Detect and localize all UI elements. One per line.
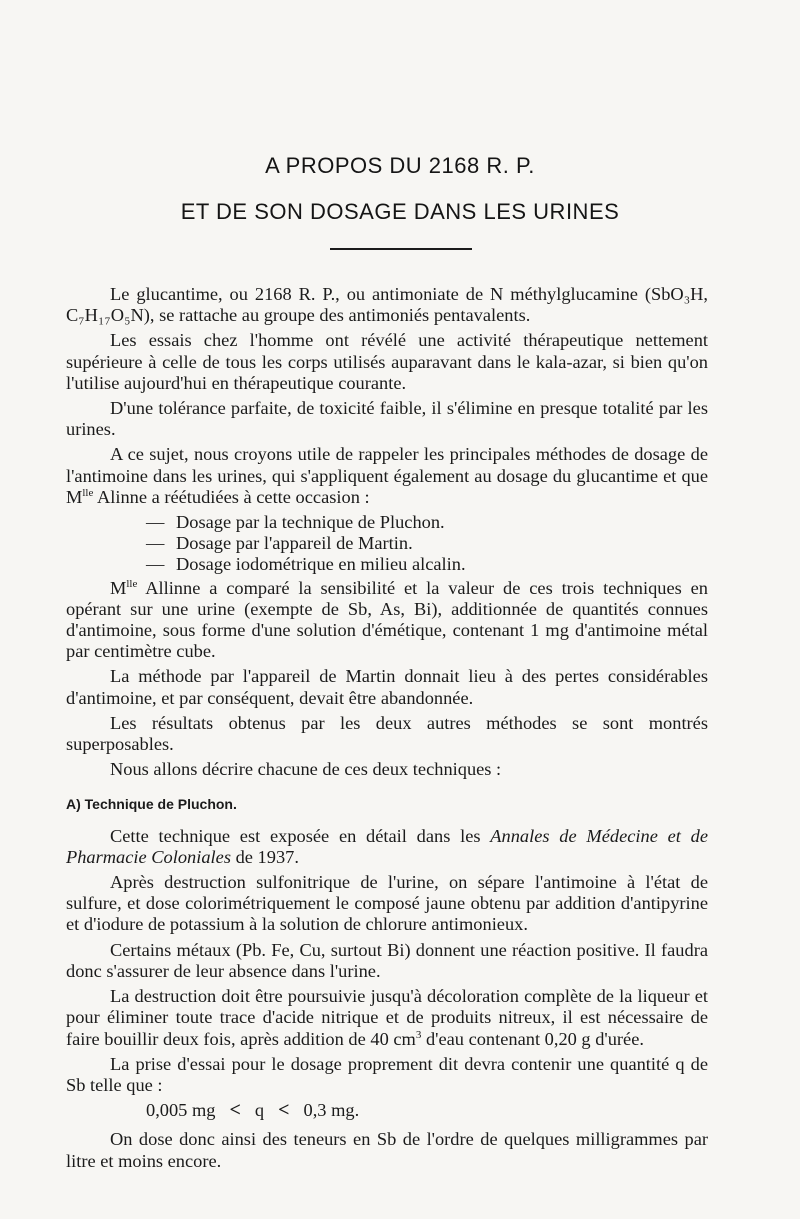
methods-list bbox=[66, 512, 708, 576]
paragraph-2: Les essais chez l'homme ont révélé une activité thérapeutique nettement supérieure à celle de tous les corps utilisés auparavant dans le kala-azar, si bien qu'on l'utilise aujourd'hui en thérapeutique courante. bbox=[66, 330, 708, 393]
paragraph-1: Le glucantime, ou 2168 R. P., ou antimoniate de N méthylglucamine (SbO₃H, C₇H₁₇O₅N), se rattache au groupe des antimoniés pentavalents. bbox=[66, 284, 708, 326]
list-item: — Dosage par l'appareil de Martin. bbox=[146, 533, 413, 554]
list-item: — Dosage iodométrique en milieu alcalin. bbox=[146, 554, 466, 575]
section-paragraph-1: Cette technique est exposée en détail dans les Annales de Médecine et de Pharmacie Coloniales de 1937. bbox=[66, 825, 708, 867]
section-paragraph-2: Après destruction sulfonitrique de l'urine, on sépare l'antimoine à l'état de sulfure, et dose colorimétriquement le composé jaune obtenu par addition d'antipyrine et d'iodure de potassium à la solution de chlorure antimonieux. bbox=[66, 872, 708, 935]
paragraph-5: $M^{lle}$ Allinne a comparé la sensibilité et la valeur de ces trois techniques en opérant sur une urine (exempte de Sb, As, Bi), additionnée de quantités connues d'antimoine, sous forme d'une solution d'émétique, contenant 1 mg d'antimoine métal par centimètre cube. bbox=[66, 577, 708, 662]
article-body bbox=[66, 284, 708, 1176]
section-paragraph-6: On dose donc ainsi des teneurs en Sb de l'ordre de quelques milligrammes par litre et moins encore. bbox=[66, 1129, 708, 1171]
paragraph-8: Nous allons décrire chacune de ces deux techniques : bbox=[110, 759, 502, 780]
paragraph-3: D'une tolérance parfaite, de toxicité faible, il s'élimine en presque totalité par les urines. bbox=[66, 398, 708, 440]
formula: 0,005 mg < q < 0,3 mg. bbox=[146, 1099, 360, 1122]
list-item: — Dosage par la technique de Pluchon. bbox=[146, 512, 445, 533]
title-divider bbox=[330, 248, 472, 250]
paragraph-6: La méthode par l'appareil de Martin donnait lieu à des pertes considérables d'antimoine, et par conséquent, devait être abandonnée. bbox=[66, 666, 708, 708]
page-title-line-1: A PROPOS DU 2168 R. P. bbox=[265, 153, 535, 178]
page-title-line-2: ET DE SON DOSAGE DANS LES URINES bbox=[180, 199, 620, 224]
paragraph-7: Les résultats obtenus par les deux autres méthodes se sont montrés superposables. bbox=[66, 712, 708, 755]
section-paragraph-5: La prise d'essai pour le dosage proprement dit devra contenir une quantité q de Sb telle que : bbox=[66, 1053, 708, 1095]
section-paragraph-3: Certains métaux (Pb. Fe, Cu, surtout Bi) donnent une réaction positive. Il faudra donc s'assurer de leur absence dans l'urine. bbox=[66, 939, 708, 981]
paragraph-4: A ce sujet, nous croyons utile de rappeler les principales méthodes de dosage de l'antimoine dans les urines, qui s'appliquent également au dosage du glucantime et que $M^{lle}$ Alinne a réétudiées à cette occasion : bbox=[66, 444, 708, 507]
section-paragraph-4: La destruction doit être poursuivie jusqu'à décoloration complète de la liqueur et pour éliminer toute trace d'acide nitrique et de produits nitreux, il est nécessaire de faire bouillir deux fois, après addition de 40 $cm^3$ d'eau contenant 0,20 g d'urée. bbox=[66, 986, 708, 1049]
section-heading: A) Technique de Pluchon. bbox=[66, 796, 237, 813]
